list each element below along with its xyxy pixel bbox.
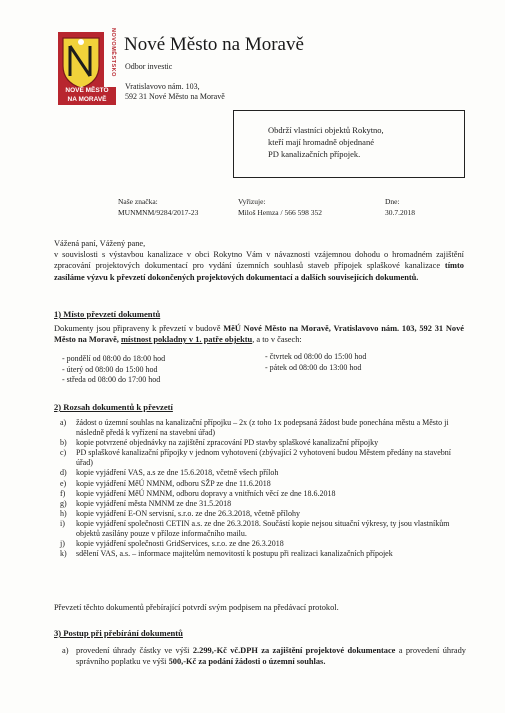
- item-text: kopie potvrzené objednávky na zajištění zpracování PD stavby splaškové kanalizační přípojky: [76, 438, 379, 448]
- list-item: [54, 479, 466, 489]
- item-letter: e): [60, 478, 67, 488]
- handler-block: [238, 196, 322, 218]
- item-text: kopie vyjádření MěÚ NMNM, odboru SŽP ze dne 11.6.2018: [76, 478, 271, 488]
- reference-value: MUNMNM/9284/2017-23: [118, 208, 199, 217]
- list-item: [54, 418, 466, 438]
- item-text: PD splaškové kanalizační přípojky v jednom vyhotovení (zbývající 2 vyhotovení budou Městem předány na stavební úřad): [76, 448, 452, 468]
- item-text: kopie vyjádření společnosti CETIN a.s. ze dne 26.3.2018. Součástí kopie nejsou situační výkresy, ty jsou vlastníkům objektů zasílány pouze v příloze informačního mailu.: [76, 518, 450, 539]
- logo-band-line2: NA MORAVĚ: [67, 95, 107, 103]
- recipient-line2: kteří mají hromadně objednané: [268, 137, 374, 147]
- item-letter: d): [60, 468, 67, 478]
- hours-wednesday: - středa od 08:00 do 17:00 hod: [62, 375, 161, 384]
- intro-bold-text: tímto zasíláme výzvu k převzetí dokončených projektových dokumentací a dalších souvisejících dokumentů.: [54, 261, 464, 282]
- date-block: [385, 196, 415, 218]
- documents-list: [54, 418, 466, 559]
- section1-tail: , a to v časech:: [252, 335, 302, 345]
- item-text: kopie vyjádření MěÚ NMNM, odboru dopravy a vnitřních věcí ze dne 18.6.2018: [76, 488, 336, 498]
- date-value: 30.7.2018: [385, 208, 415, 217]
- date-label: Dne:: [385, 197, 400, 206]
- section3-item-letter: a): [62, 646, 69, 655]
- item-letter: b): [60, 438, 67, 448]
- address-line2: 592 31 Nové Město na Moravě: [125, 92, 225, 101]
- payment-text2: a provedení úhrady správního poplatku ve výši: [76, 646, 466, 667]
- logo-band: [58, 87, 116, 105]
- logo-vertical-text: NOVOMĚSTSKO: [110, 28, 116, 77]
- hours-thursday: - čtvrtek od 08:00 do 15:00 hod: [265, 352, 367, 361]
- hours-left: [62, 354, 165, 386]
- payment-amount2: 500,-Kč za podání žádosti o územní souhlas.: [168, 657, 326, 667]
- section3-item: [54, 645, 466, 667]
- section1-heading: 1) Místo převzetí dokumentů: [54, 309, 161, 319]
- item-text: kopie vyjádření města NMNM ze dne 31.5.2018: [76, 498, 232, 508]
- list-item: [54, 509, 466, 519]
- item-text: sdělení VAS, a.s. – informace majitelům nemovitostí k postupu při realizaci kanalizačních přípojek: [76, 549, 393, 559]
- item-letter: i): [60, 518, 65, 528]
- item-text: žádost o územní souhlas na kanalizační přípojku – 2x (z toho 1x podepsaná žádost bude ponechána městu a Město ji následně předá k vyřízení na stavební úřad): [76, 418, 449, 438]
- department: Odbor investic: [125, 62, 173, 71]
- section1-bold-text: MěÚ Nové Město na Moravě, Vratislavovo nám. 103, 592 31 Nové Město na Moravě,: [54, 324, 464, 345]
- payment-text1: provedení úhrady částky ve výši: [76, 646, 193, 655]
- list-item: [54, 438, 466, 448]
- salutation: Vážená paní, Vážený pane,: [54, 239, 146, 248]
- payment-amount1: 2.299,-Kč vč.DPH za zajištění projektové dokumentace: [192, 646, 396, 655]
- item-letter: c): [60, 448, 67, 458]
- item-text: kopie vyjádření E-ON servisní, s.r.o. ze dne 26.3.2018, včetně přílohy: [76, 508, 300, 518]
- reference-block: [118, 196, 198, 218]
- intro-text: v souvislosti s výstavbou kanalizace v obci Rokytno Vám v návaznosti vzájemnou dohodu o hromadném zajištění zpracování projektových dokumentací pro vydání územních souhlasů staveb přípojek splaškové kanalizace: [54, 250, 464, 271]
- list-item: [54, 539, 466, 549]
- handler-label: Vyřizuje:: [238, 197, 266, 206]
- address-line1: Vratislavovo nám. 103,: [125, 82, 200, 91]
- town-name: Nové Město na Moravě: [124, 34, 304, 55]
- recipient-line1: Obdrží vlastníci objektů Rokytno,: [268, 125, 384, 135]
- item-text: kopie vyjádření společnosti GridServices, s.r.o. ze dne 26.3.2018: [76, 539, 284, 549]
- hours-friday: - pátek od 08:00 do 13:00 hod: [265, 362, 362, 372]
- recipient-line3: PD kanalizačních přípojek.: [268, 149, 361, 159]
- item-letter: f): [60, 488, 66, 498]
- item-letter: j): [60, 539, 65, 549]
- section1-text: Dokumenty jsou připraveny k převzetí v budově: [54, 324, 224, 333]
- section1-paragraph: [54, 323, 464, 345]
- section1-room: místnost pokladny v 1. patře objektu: [120, 335, 253, 345]
- logo-band-line1: NOVÉ MĚSTO: [65, 87, 109, 94]
- list-item: [54, 448, 466, 468]
- list-item: [54, 519, 466, 539]
- list-item: [54, 499, 466, 509]
- hours-tuesday: - úterý od 08:00 do 15:00 hod: [62, 364, 158, 374]
- hours-right: [265, 352, 366, 373]
- item-text: kopie vyjádření VAS, a.s ze dne 15.6.2018, včetně všech příloh: [76, 468, 279, 478]
- letter-intro: [54, 238, 464, 283]
- list-item: [54, 549, 466, 559]
- item-letter: a): [60, 418, 67, 427]
- item-letter: k): [60, 549, 67, 559]
- hours-monday: - pondělí od 08:00 do 18:00 hod: [62, 354, 166, 363]
- sender-address: [125, 82, 225, 102]
- section2-footer: Převzetí těchto dokumentů přebírající potvrdí svým podpisem na předávací protokol.: [54, 603, 339, 612]
- section2-heading: 2) Rozsah dokumentů k převzetí: [54, 402, 173, 412]
- recipient-text: [268, 124, 458, 160]
- reference-label: Naše značka:: [118, 197, 158, 206]
- list-item: [54, 489, 466, 499]
- item-letter: g): [60, 498, 67, 508]
- section3-heading: 3) Postup při přebírání dokumentů: [54, 628, 183, 638]
- intro-paragraph: [54, 249, 464, 283]
- item-letter: h): [60, 508, 67, 518]
- handler-value: Miloš Hemza / 566 598 352: [238, 208, 322, 217]
- list-item: [54, 468, 466, 478]
